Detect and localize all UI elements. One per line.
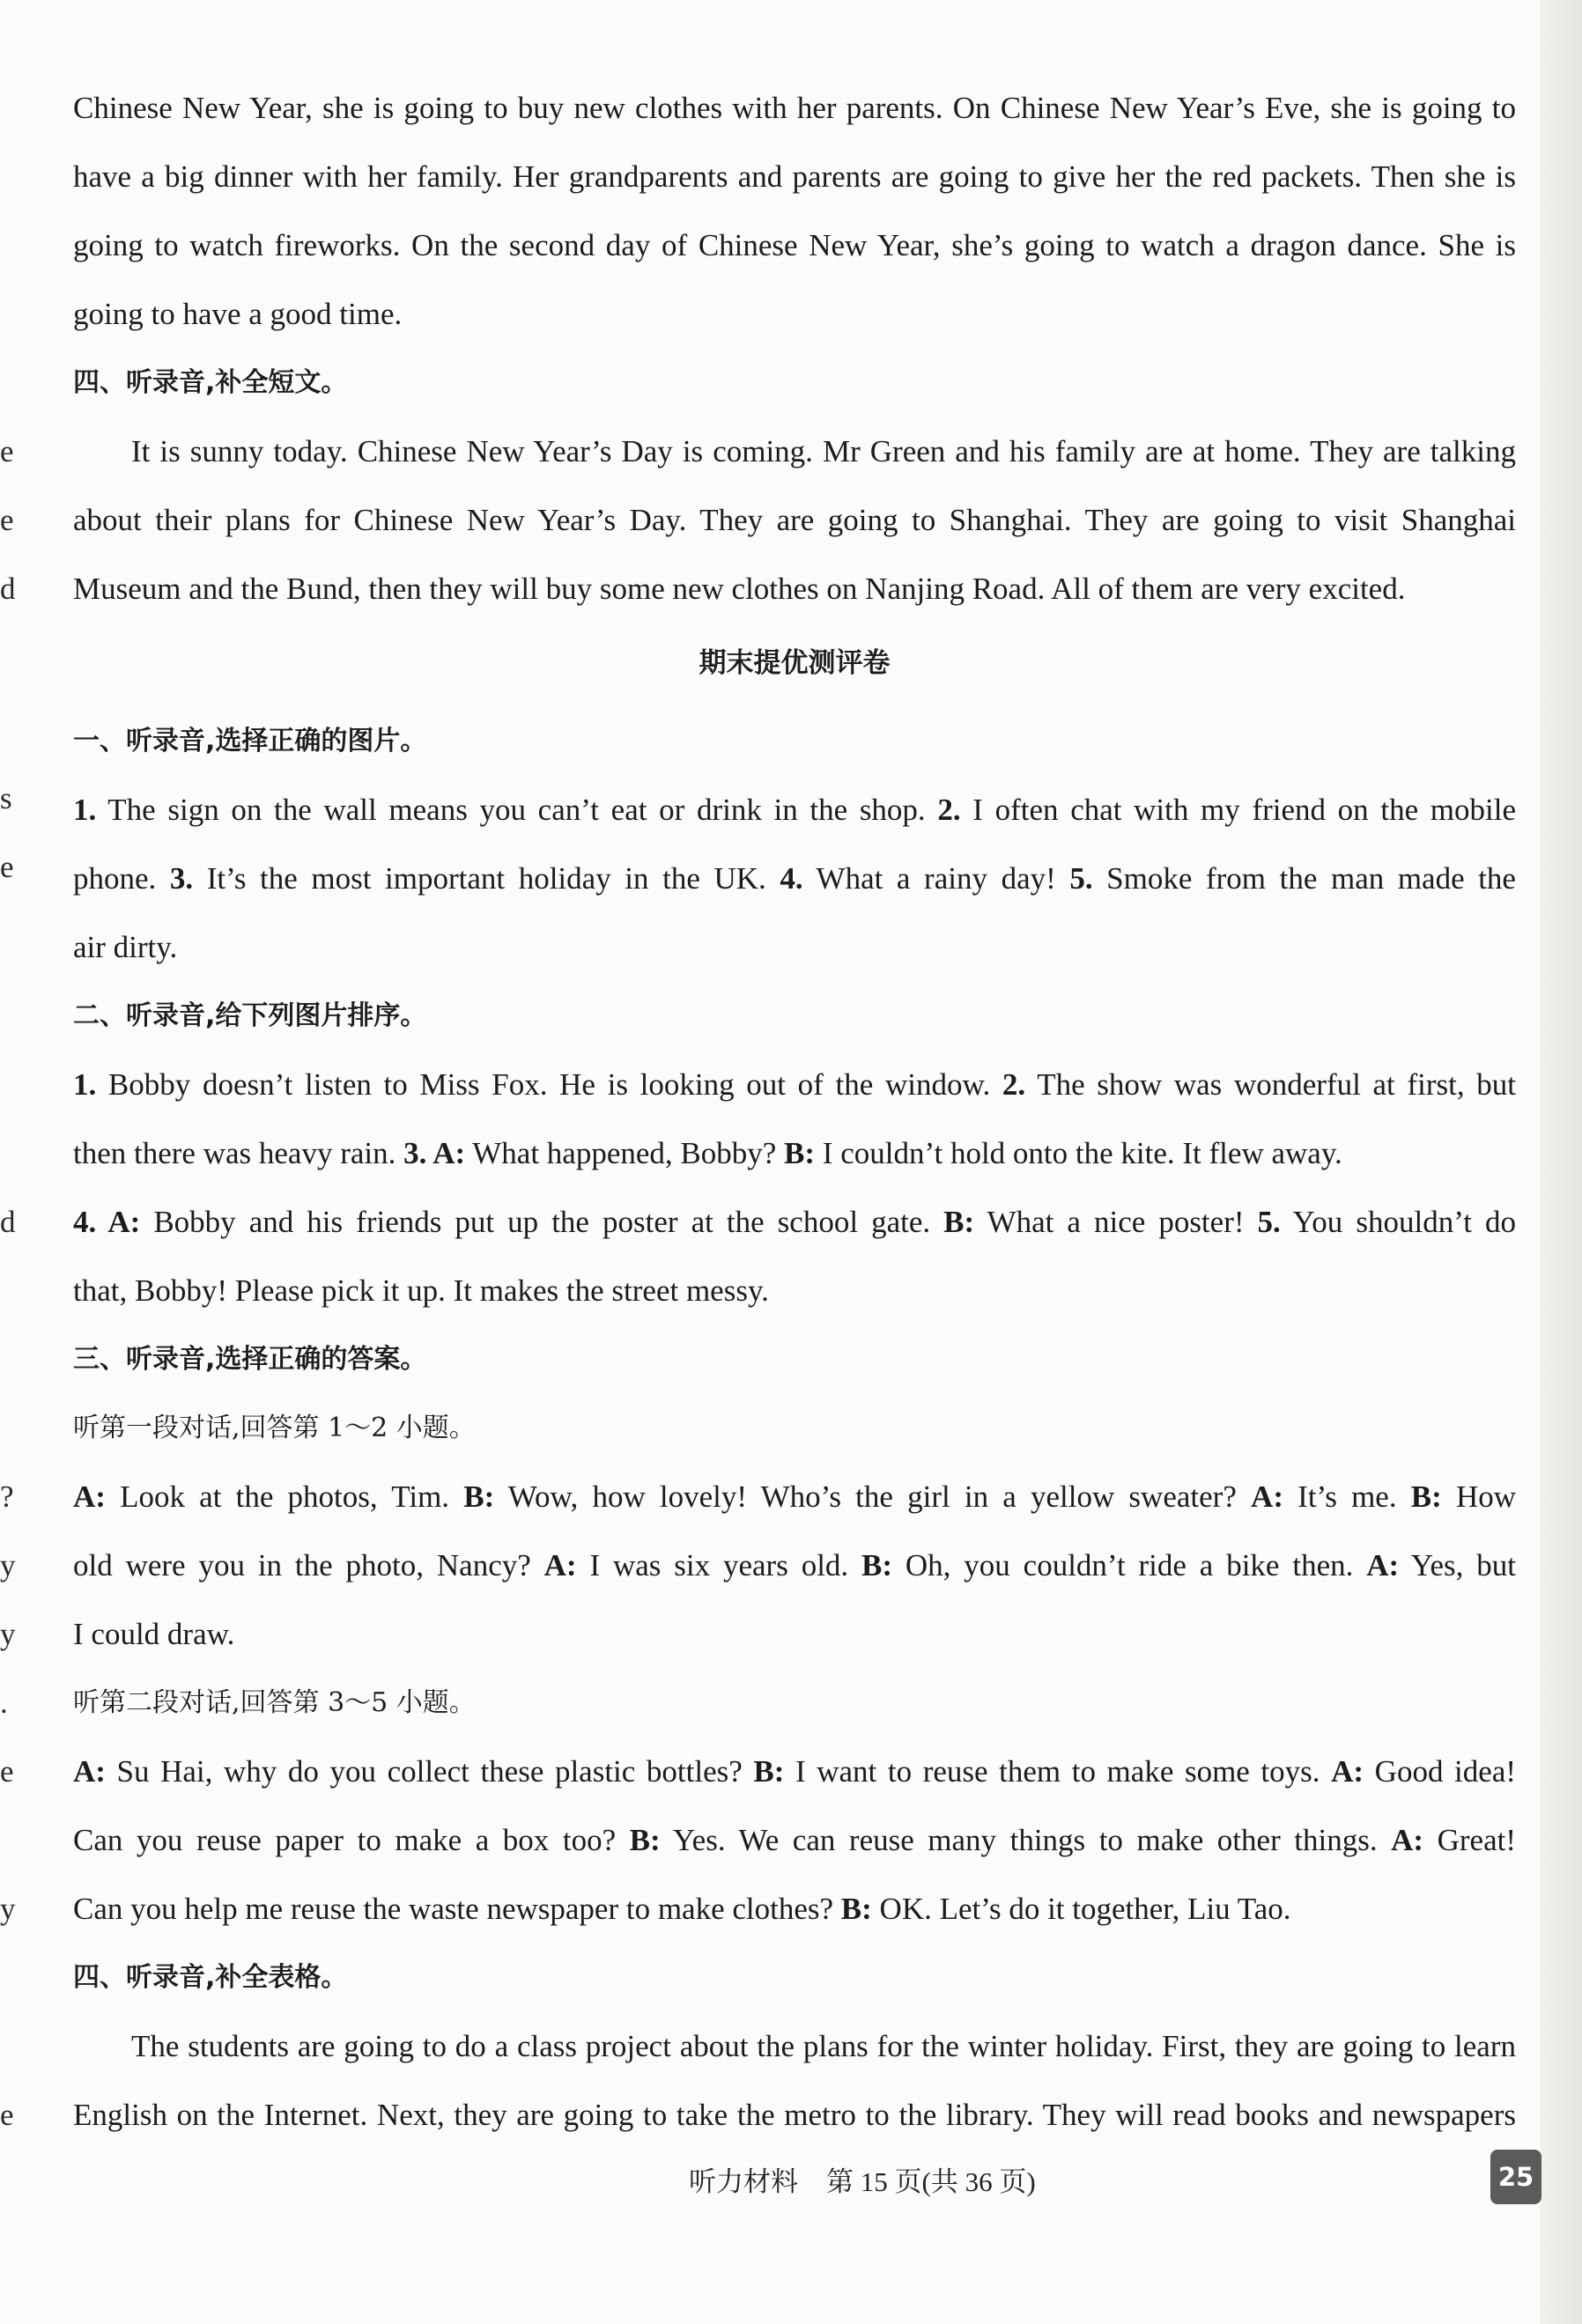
- line-text: Yes, but: [1399, 1548, 1516, 1583]
- page-footer: [689, 2148, 1036, 2217]
- line-text: I could draw.: [73, 1617, 235, 1651]
- speaker-label: B:: [463, 1479, 495, 1514]
- script-line: [73, 1188, 1516, 1257]
- speaker-label: B:: [861, 1548, 893, 1583]
- line-text: Great!: [1423, 1823, 1517, 1857]
- margin-fragment: d: [0, 1205, 16, 1239]
- item-number: 3.: [169, 861, 194, 896]
- item-number: 1.: [73, 1067, 97, 1102]
- speaker-label: B:: [943, 1205, 975, 1239]
- speaker-label: B:: [784, 1136, 816, 1170]
- line-text: Can you reuse paper to make a box too?: [73, 1823, 630, 1857]
- item-number: 3.: [403, 1136, 433, 1170]
- line-text: Bobby doesn’t listen to Miss Fox. He is looking out of the window.: [96, 1067, 1002, 1102]
- passage-line: The students are going to do a class project about the plans for the winter holiday. First, they are going to learn: [131, 2029, 1516, 2063]
- item-number: 2.: [1002, 1067, 1026, 1102]
- dialogue-line: [73, 1737, 1516, 1806]
- line-text: old were you in the photo, Nancy?: [73, 1548, 544, 1583]
- speaker-label: B:: [840, 1892, 872, 1926]
- page-number-badge: 25: [1490, 2150, 1541, 2204]
- line-text: OK. Let’s do it together, Liu Tao.: [871, 1892, 1291, 1926]
- passage-line: Museum and the Bund, then they will buy some new clothes on Nanjing Road. All of them are very excited.: [73, 572, 1406, 606]
- margin-fragment: s: [0, 781, 12, 815]
- passage-line: Chinese New Year, she is going to buy new clothes with her parents. On Chinese New Year’s Eve, she is going to: [73, 91, 1516, 125]
- line-text: How: [1441, 1479, 1516, 1514]
- dialogue-intro: 听第二段对话,回答第 3～5 小题。: [73, 1687, 476, 1718]
- line-text: What a rainy day!: [802, 861, 1070, 896]
- script-line: [73, 913, 1516, 982]
- line-text: Good idea!: [1364, 1754, 1517, 1789]
- exam-title: 期末提优测评卷: [699, 647, 891, 679]
- line-text: I was six years old.: [576, 1548, 862, 1583]
- speaker-label: A:: [73, 1754, 106, 1789]
- line-text: What a nice poster!: [974, 1205, 1258, 1239]
- listening-script: [73, 74, 1516, 2150]
- line-text: phone.: [73, 861, 170, 896]
- dialogue-line: [73, 1463, 1516, 1531]
- speaker-label: A:: [1331, 1754, 1364, 1789]
- dialogue-line: [73, 1875, 1516, 1944]
- line-text: It’s the most important holiday in the UK.: [193, 861, 780, 896]
- section-heading: 四、听录音,补全短文。: [73, 367, 348, 398]
- script-line: [73, 1257, 1516, 1325]
- script-line: [73, 1051, 1516, 1119]
- item-number: 1.: [73, 793, 97, 827]
- part-3-choose-answers: [73, 1325, 1516, 1944]
- line-text: Can you help me reuse the waste newspaper to make clothes?: [73, 1892, 841, 1926]
- line-text: air dirty.: [73, 930, 178, 964]
- section-heading: 二、听录音,给下列图片排序。: [73, 1000, 427, 1031]
- dialogue-intro: 听第一段对话,回答第 1～2 小题。: [73, 1413, 476, 1443]
- part-4-complete-table: [73, 1944, 1516, 2150]
- line-text: It’s me.: [1283, 1479, 1411, 1514]
- section-fill-passage: [73, 349, 1516, 623]
- line-text: Yes. We can reuse many things to make other things.: [660, 1823, 1392, 1857]
- item-number: 5.: [1257, 1205, 1281, 1239]
- script-line: [73, 776, 1516, 845]
- margin-fragment: y: [0, 1548, 16, 1583]
- line-text: Oh, you couldn’t ride a bike then.: [892, 1548, 1367, 1583]
- section-heading: 一、听录音,选择正确的图片。: [73, 726, 427, 756]
- line-text: Smoke from the man made the: [1092, 861, 1516, 896]
- script-line: [73, 1119, 1516, 1188]
- margin-fragment: e: [0, 434, 14, 468]
- item-number: 5.: [1069, 861, 1093, 896]
- part-1-choose-pictures: [73, 707, 1516, 982]
- line-text: I want to reuse them to make some toys.: [784, 1754, 1332, 1789]
- script-line: [73, 845, 1516, 913]
- margin-fragment: e: [0, 2098, 14, 2132]
- dialogue-line: [73, 1806, 1516, 1875]
- line-text: Su Hai, why do you collect these plastic bottles?: [105, 1754, 754, 1789]
- footer-label: 听力材料: [689, 2166, 798, 2197]
- passage-line: going to watch fireworks. On the second day of Chinese New Year, she’s going to watch a dragon dance. She is: [73, 228, 1516, 262]
- line-text: Look at the photos, Tim.: [105, 1479, 464, 1514]
- item-number: 4.: [780, 861, 803, 896]
- margin-fragment: y: [0, 1617, 16, 1651]
- part-2-order-pictures: [73, 982, 1516, 1325]
- margin-fragment: e: [0, 1754, 14, 1789]
- section-heading: 四、听录音,补全表格。: [73, 1962, 348, 1993]
- line-text: I couldn’t hold onto the kite. It flew away.: [815, 1136, 1342, 1170]
- line-text: What happened, Bobby?: [465, 1136, 785, 1170]
- speaker-label: B:: [1410, 1479, 1442, 1514]
- footer-page-info: 第 15 页(共 36 页): [826, 2166, 1036, 2197]
- dialogue-line: [73, 1531, 1516, 1600]
- speaker-label: A:: [1391, 1823, 1424, 1857]
- margin-fragment: .: [0, 1686, 8, 1720]
- speaker-label: A:: [1251, 1479, 1283, 1514]
- speaker-label: A:: [543, 1548, 577, 1583]
- margin-fragment: e: [0, 503, 14, 537]
- line-text: that, Bobby! Please pick it up. It makes the street messy.: [73, 1273, 769, 1308]
- margin-fragment: y: [0, 1892, 16, 1926]
- passage-line: English on the Internet. Next, they are going to take the metro to the library. They will read books and newspapers: [73, 2098, 1516, 2132]
- passage-line: have a big dinner with her family. Her grandparents and parents are going to give her the red packets. Then she is: [73, 159, 1516, 194]
- speaker-label: A:: [73, 1479, 106, 1514]
- speaker-label: A:: [1366, 1548, 1400, 1583]
- line-text: I often chat with my friend on the mobile: [960, 793, 1516, 827]
- passage-line: going to have a good time.: [73, 297, 403, 331]
- margin-fragment: d: [0, 572, 16, 606]
- item-number: 4.: [73, 1205, 108, 1239]
- speaker-label: B:: [629, 1823, 661, 1857]
- dialogue-line: [73, 1600, 1516, 1669]
- passage-line: It is sunny today. Chinese New Year’s Day is coming. Mr Green and his family are at home. They are talking: [131, 434, 1516, 468]
- continued-passage: [73, 74, 1516, 349]
- line-text: The show was wonderful at first, but: [1025, 1067, 1516, 1102]
- passage-line: about their plans for Chinese New Year’s Day. They are going to Shanghai. They are going to visit Shanghai: [73, 503, 1516, 537]
- page-edge-shadow: [1540, 0, 1582, 2324]
- speaker-label: B:: [753, 1754, 785, 1789]
- item-number: 2.: [937, 793, 961, 827]
- margin-fragment: ?: [0, 1479, 14, 1514]
- margin-fragment: e: [0, 850, 14, 884]
- section-heading: 三、听录音,选择正确的答案。: [73, 1344, 427, 1375]
- previous-page-margin: [0, 0, 18, 2324]
- line-text: You shouldn’t do: [1280, 1205, 1516, 1239]
- line-text: then there was heavy rain.: [73, 1136, 404, 1170]
- line-text: The sign on the wall means you can’t eat or drink in the shop.: [96, 793, 938, 827]
- speaker-label: A:: [432, 1136, 466, 1170]
- line-text: Wow, how lovely! Who’s the girl in a yellow sweater?: [494, 1479, 1252, 1514]
- speaker-label: A:: [107, 1205, 141, 1239]
- line-text: Bobby and his friends put up the poster at the school gate.: [140, 1205, 944, 1239]
